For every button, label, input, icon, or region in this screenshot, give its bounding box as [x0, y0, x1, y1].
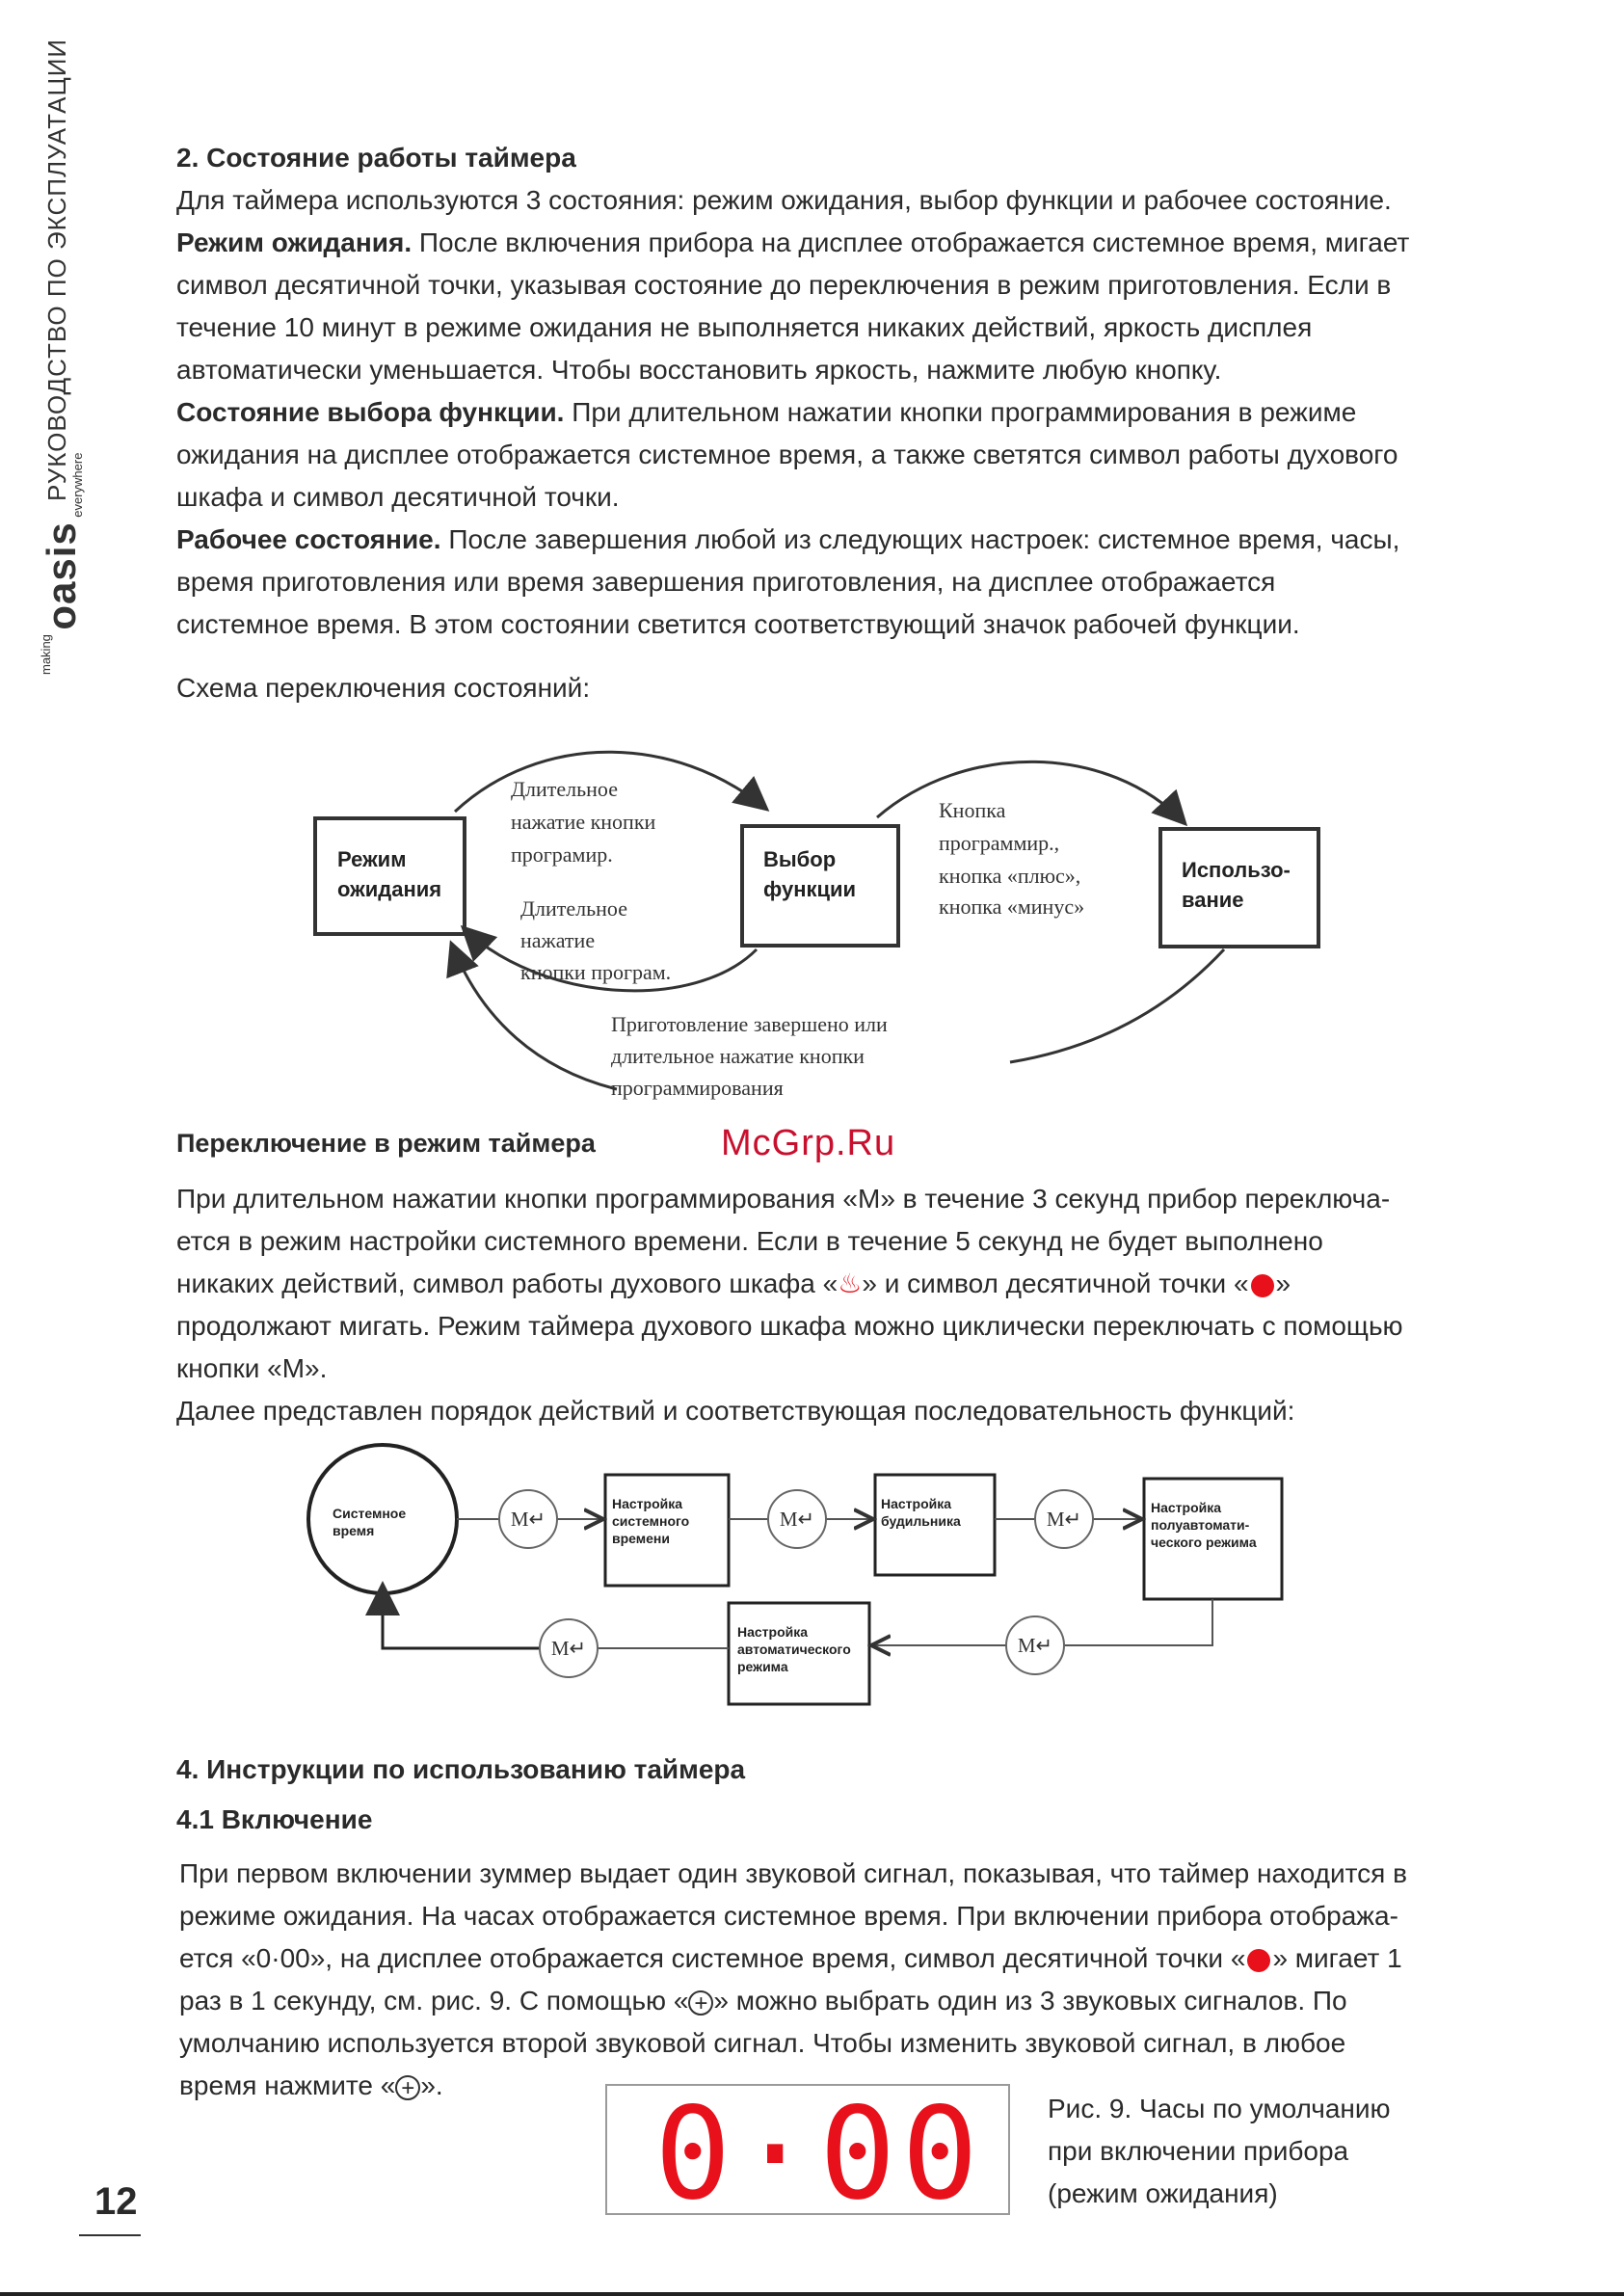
section4-text: раз в 1 секунду, см. рис. 9. С помощью « [179, 1986, 689, 2016]
logo-making: making [39, 634, 53, 675]
flow-setting-alarm-1: Настройка [881, 1496, 952, 1511]
state-use-line1: Использо- [1182, 858, 1291, 882]
flow-setting-auto-1: Настройка [737, 1624, 809, 1640]
flow-setting-semi-1: Настройка [1151, 1500, 1222, 1515]
flow-setting-auto-3: режима [737, 1659, 788, 1674]
label-buttons-1: Кнопка [939, 798, 1006, 822]
m-button-label: M↵ [1017, 1634, 1053, 1657]
section4-text-dot [179, 1937, 1497, 1980]
flow-setting-semi-2: полуавтомати- [1151, 1517, 1250, 1533]
clock-display [605, 2084, 1010, 2215]
flow-setting-system-3: времени [612, 1531, 670, 1546]
logo-brand: oasis [39, 521, 84, 630]
state-use-line2: вание [1182, 888, 1244, 912]
label-long-press-2: нажатие кнопки [511, 810, 656, 834]
logo-everywhere: everywhere [70, 452, 85, 518]
flow-system-time-1: Системное [333, 1506, 407, 1521]
select-text: При длительном нажатии кнопки программирования в режиме [572, 397, 1357, 427]
watermark: McGrp.Ru [721, 1123, 896, 1163]
standby-text: автоматически уменьшается. Чтобы восстановить яркость, нажмите любую кнопку. [176, 355, 1222, 385]
section4-heading: 4. Инструкции по использованию таймера [176, 1754, 746, 1784]
section4-text: ется «0·00», на дисплее отображается системное время, символ десятичной точки « [179, 1943, 1246, 1973]
timer-switch-text: » и символ десятичной точки « [862, 1268, 1249, 1298]
label-long-press-3: програмир. [511, 842, 613, 867]
standby-text: После включения прибора на дисплее отображается системное время, мигает [418, 227, 1410, 257]
oven-heat-icon: ♨ [838, 1268, 863, 1298]
m-button-label: M↵ [779, 1508, 815, 1531]
section4-text: время нажмите « [179, 2070, 396, 2100]
figure-caption-line: (режим ожидания) [1048, 2178, 1278, 2208]
label-done-1: Приготовление завершено или [611, 1012, 888, 1036]
label-long-press-1: Длительное [511, 777, 618, 801]
section2-intro: Для таймера используются 3 состояния: режим ожидания, выбор функции и рабочее состояние. [176, 185, 1392, 215]
timer-switch-text: никаких действий, символ работы духового шкафа « [176, 1268, 839, 1298]
flow-setting-auto-2: автоматического [737, 1642, 851, 1657]
flow-system-time-2: время [333, 1523, 375, 1538]
timer-switch-text: ется в режим настройки системного времени. Если в течение 5 секунд не будет выполнено [176, 1226, 1323, 1256]
plus-button-icon: + [688, 1990, 713, 2016]
timer-switch-heading: Переключение в режим таймера [176, 1129, 596, 1158]
standby-text: символ десятичной точки, указывая состояние до переключения в режим приготовления. Если в [176, 270, 1392, 300]
flow-arrow [383, 1598, 540, 1648]
m-button-label: M↵ [510, 1508, 546, 1531]
section4-text: умолчанию используется второй звуковой сигнал. Чтобы изменить звуковой сигнал, в любое [179, 2028, 1346, 2058]
flow-setting-system-2: системного [612, 1513, 690, 1529]
label-buttons-4: кнопка «минус» [939, 894, 1085, 919]
label-done-3: программирования [611, 1076, 784, 1100]
section4-subheading: 4.1 Включение [176, 1804, 373, 1834]
timer-switch-text: Далее представлен порядок действий и соответствующая последовательность функций: [176, 1396, 1295, 1426]
state-standby-line1: Режим [337, 847, 407, 871]
select-text: ожидания на дисплее отображается системное время, а также светятся символ работы духового [176, 440, 1398, 469]
timer-switch-text: кнопки «М». [176, 1353, 328, 1383]
flow-setting-system-1: Настройка [612, 1496, 683, 1511]
work-text: время приготовления или время завершения приготовления, на дисплее отображается [176, 567, 1276, 597]
label-done-2: длительное нажатие кнопки [611, 1044, 865, 1068]
timer-switch-text: продолжают мигать. Режим таймера духового шкафа можно циклически переключать с помощью [176, 1311, 1403, 1341]
section2-heading: 2. Состояние работы таймера [176, 143, 576, 173]
timer-switch-text: » [1275, 1268, 1291, 1298]
flow-line [1064, 1599, 1212, 1645]
work-label: Рабочее состояние. [176, 524, 441, 554]
decimal-point-icon [1247, 1949, 1270, 1972]
state-select-line2: функции [763, 877, 857, 901]
section4-text: » можно выбрать один из 3 звуковых сигналов. По [713, 1986, 1347, 2016]
select-label: Состояние выбора функции. [176, 397, 565, 427]
section4 [176, 1749, 1497, 2107]
figure-caption [1048, 2088, 1391, 2215]
plus-button-icon: + [395, 2075, 420, 2100]
standby-label: Режим ожидания. [176, 227, 413, 257]
figure-caption-line: Рис. 9. Часы по умолчанию [1048, 2094, 1391, 2123]
state-standby-line2: ожидания [337, 877, 442, 901]
page-bottom-border [0, 2292, 1624, 2296]
flow-setting-semi-3: ческого режима [1151, 1535, 1257, 1550]
scheme-title: Схема переключения состояний: [176, 673, 591, 703]
flow-setting-alarm-2: будильника [881, 1513, 961, 1529]
section4-text: При первом включении зуммер выдает один звуковой сигнал, показывая, что таймер находится в [179, 1858, 1407, 1888]
work-text: системное время. В этом состоянии светится соответствующий значок рабочей функции. [176, 609, 1300, 639]
figure-caption-line: при включении прибора [1048, 2136, 1349, 2166]
m-button-label: M↵ [1046, 1508, 1082, 1531]
standby-text: течение 10 минут в режиме ожидания не выполняется никаких действий, яркость дисплея [176, 312, 1313, 342]
label-long-press-back-2: нажатие [520, 928, 596, 952]
label-long-press-back-3: кнопки програм. [520, 960, 672, 984]
m-button-label: M↵ [550, 1637, 587, 1660]
label-buttons-3: кнопка «плюс», [939, 864, 1081, 888]
timer-switch-text: При длительном нажатии кнопки программирования «М» в течение 3 секунд прибор переключа- [176, 1184, 1391, 1214]
select-text: шкафа и символ десятичной точки. [176, 482, 620, 512]
page-number-underline [79, 2234, 141, 2236]
page-number: 12 [94, 2180, 138, 2223]
state-select-line1: Выбор [763, 847, 837, 871]
work-text: После завершения любой из следующих настроек: системное время, часы, [448, 524, 1400, 554]
label-long-press-back-1: Длительное [520, 896, 627, 921]
section4-text-plus [179, 1980, 1497, 2022]
clock-display-digits [607, 2086, 1008, 2213]
label-buttons-2: программир., [939, 831, 1060, 855]
section4-text: ». [420, 2070, 443, 2100]
section4-text: » мигает 1 [1272, 1943, 1402, 1973]
section4-text: режиме ожидания. На часах отображается системное время. При включении прибора отобража- [179, 1901, 1398, 1931]
clock-display-value: 0·00 [654, 2086, 984, 2213]
sidebar-title: РУКОВОДСТВО ПО ЭКСПЛУАТАЦИИ [42, 38, 71, 501]
